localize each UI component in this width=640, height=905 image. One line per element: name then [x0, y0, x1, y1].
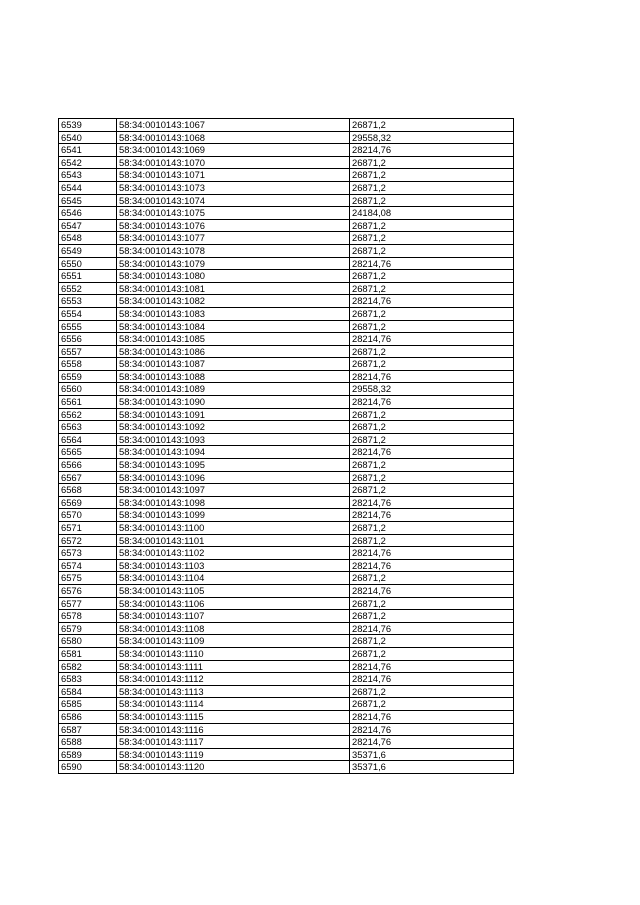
cadastral-number-cell: 58:34:0010143:1120 [117, 761, 350, 774]
row-number-cell: 6586 [59, 710, 117, 723]
table-row [59, 219, 514, 232]
cadastral-number-cell: 58:34:0010143:1098 [117, 496, 350, 509]
table-row [59, 144, 514, 157]
table-row [59, 647, 514, 660]
cadastral-number-cell: 58:34:0010143:1112 [117, 673, 350, 686]
row-number-cell: 6567 [59, 471, 117, 484]
table-row [59, 282, 514, 295]
table-row [59, 572, 514, 585]
cadastral-number-cell: 58:34:0010143:1115 [117, 710, 350, 723]
row-number-cell: 6573 [59, 547, 117, 560]
cadastral-number-cell: 58:34:0010143:1077 [117, 232, 350, 245]
row-number-cell: 6576 [59, 584, 117, 597]
table-row [59, 244, 514, 257]
table-row [59, 710, 514, 723]
row-number-cell: 6564 [59, 433, 117, 446]
cadastral-number-cell: 58:34:0010143:1085 [117, 333, 350, 346]
row-number-cell: 6541 [59, 144, 117, 157]
table-row [59, 660, 514, 673]
value-cell: 28214,76 [350, 559, 514, 572]
value-cell: 26871,2 [350, 433, 514, 446]
row-number-cell: 6589 [59, 748, 117, 761]
table-row [59, 320, 514, 333]
cadastral-number-cell: 58:34:0010143:1078 [117, 244, 350, 257]
value-cell: 35371,6 [350, 761, 514, 774]
value-cell: 28214,76 [350, 257, 514, 270]
value-cell: 28214,76 [350, 622, 514, 635]
row-number-cell: 6575 [59, 572, 117, 585]
table-row [59, 383, 514, 396]
cadastral-number-cell: 58:34:0010143:1088 [117, 370, 350, 383]
cadastral-number-cell: 58:34:0010143:1076 [117, 219, 350, 232]
row-number-cell: 6547 [59, 219, 117, 232]
value-cell: 26871,2 [350, 610, 514, 623]
row-number-cell: 6558 [59, 358, 117, 371]
row-number-cell: 6565 [59, 446, 117, 459]
cadastral-number-cell: 58:34:0010143:1069 [117, 144, 350, 157]
cadastral-number-cell: 58:34:0010143:1071 [117, 169, 350, 182]
value-cell: 28214,76 [350, 333, 514, 346]
cadastral-number-cell: 58:34:0010143:1086 [117, 345, 350, 358]
table-row [59, 635, 514, 648]
row-number-cell: 6577 [59, 597, 117, 610]
cadastral-number-cell: 58:34:0010143:1102 [117, 547, 350, 560]
row-number-cell: 6590 [59, 761, 117, 774]
value-cell: 28214,76 [350, 396, 514, 409]
value-cell: 26871,2 [350, 522, 514, 535]
table-row [59, 433, 514, 446]
value-cell: 29558,32 [350, 383, 514, 396]
table-row [59, 471, 514, 484]
value-cell: 28214,76 [350, 370, 514, 383]
table-row [59, 584, 514, 597]
table-row [59, 119, 514, 132]
row-number-cell: 6585 [59, 698, 117, 711]
table-row [59, 169, 514, 182]
row-number-cell: 6581 [59, 647, 117, 660]
value-cell: 26871,2 [350, 169, 514, 182]
cadastral-number-cell: 58:34:0010143:1099 [117, 509, 350, 522]
value-cell: 26871,2 [350, 572, 514, 585]
cadastral-number-cell: 58:34:0010143:1113 [117, 685, 350, 698]
table-row [59, 547, 514, 560]
table-body [59, 119, 514, 774]
cadastral-number-cell: 58:34:0010143:1082 [117, 295, 350, 308]
value-cell: 26871,2 [350, 307, 514, 320]
cadastral-number-cell: 58:34:0010143:1096 [117, 471, 350, 484]
cadastral-number-cell: 58:34:0010143:1079 [117, 257, 350, 270]
row-number-cell: 6568 [59, 484, 117, 497]
value-cell: 26871,2 [350, 698, 514, 711]
value-cell: 28214,76 [350, 710, 514, 723]
cadastral-number-cell: 58:34:0010143:1081 [117, 282, 350, 295]
row-number-cell: 6571 [59, 522, 117, 535]
table-row [59, 597, 514, 610]
row-number-cell: 6560 [59, 383, 117, 396]
cadastral-number-cell: 58:34:0010143:1103 [117, 559, 350, 572]
value-cell: 29558,32 [350, 131, 514, 144]
table-row [59, 685, 514, 698]
row-number-cell: 6550 [59, 257, 117, 270]
cadastral-number-cell: 58:34:0010143:1101 [117, 534, 350, 547]
value-cell: 28214,76 [350, 446, 514, 459]
cadastral-number-cell: 58:34:0010143:1108 [117, 622, 350, 635]
table-row [59, 610, 514, 623]
table-row [59, 232, 514, 245]
cadastral-number-cell: 58:34:0010143:1119 [117, 748, 350, 761]
table-row [59, 446, 514, 459]
cadastral-number-cell: 58:34:0010143:1091 [117, 408, 350, 421]
cadastral-number-cell: 58:34:0010143:1110 [117, 647, 350, 660]
value-cell: 28214,76 [350, 584, 514, 597]
table-row [59, 459, 514, 472]
table-row [59, 194, 514, 207]
table-row [59, 723, 514, 736]
row-number-cell: 6545 [59, 194, 117, 207]
table-row [59, 358, 514, 371]
value-cell: 28214,76 [350, 547, 514, 560]
cadastral-number-cell: 58:34:0010143:1074 [117, 194, 350, 207]
cadastral-number-cell: 58:34:0010143:1114 [117, 698, 350, 711]
value-cell: 26871,2 [350, 156, 514, 169]
table-row [59, 484, 514, 497]
row-number-cell: 6546 [59, 207, 117, 220]
value-cell: 26871,2 [350, 320, 514, 333]
table-row [59, 421, 514, 434]
row-number-cell: 6552 [59, 282, 117, 295]
value-cell: 35371,6 [350, 748, 514, 761]
table-row [59, 408, 514, 421]
cadastral-number-cell: 58:34:0010143:1117 [117, 736, 350, 749]
table-row [59, 156, 514, 169]
cadastral-number-cell: 58:34:0010143:1075 [117, 207, 350, 220]
value-cell: 26871,2 [350, 119, 514, 132]
cadastral-number-cell: 58:34:0010143:1070 [117, 156, 350, 169]
table-row [59, 307, 514, 320]
table-row [59, 396, 514, 409]
value-cell: 24184,08 [350, 207, 514, 220]
value-cell: 26871,2 [350, 421, 514, 434]
value-cell: 26871,2 [350, 635, 514, 648]
value-cell: 28214,76 [350, 295, 514, 308]
cadastral-number-cell: 58:34:0010143:1106 [117, 597, 350, 610]
row-number-cell: 6542 [59, 156, 117, 169]
data-table [58, 118, 514, 774]
cadastral-number-cell: 58:34:0010143:1092 [117, 421, 350, 434]
value-cell: 28214,76 [350, 723, 514, 736]
row-number-cell: 6559 [59, 370, 117, 383]
row-number-cell: 6574 [59, 559, 117, 572]
table-row [59, 181, 514, 194]
cadastral-number-cell: 58:34:0010143:1093 [117, 433, 350, 446]
cadastral-number-cell: 58:34:0010143:1080 [117, 270, 350, 283]
table-row [59, 496, 514, 509]
row-number-cell: 6549 [59, 244, 117, 257]
cadastral-number-cell: 58:34:0010143:1116 [117, 723, 350, 736]
cadastral-number-cell: 58:34:0010143:1090 [117, 396, 350, 409]
row-number-cell: 6578 [59, 610, 117, 623]
value-cell: 26871,2 [350, 408, 514, 421]
row-number-cell: 6562 [59, 408, 117, 421]
row-number-cell: 6584 [59, 685, 117, 698]
value-cell: 26871,2 [350, 459, 514, 472]
row-number-cell: 6588 [59, 736, 117, 749]
row-number-cell: 6543 [59, 169, 117, 182]
row-number-cell: 6582 [59, 660, 117, 673]
row-number-cell: 6540 [59, 131, 117, 144]
value-cell: 28214,76 [350, 660, 514, 673]
row-number-cell: 6544 [59, 181, 117, 194]
table-row [59, 270, 514, 283]
row-number-cell: 6557 [59, 345, 117, 358]
row-number-cell: 6569 [59, 496, 117, 509]
value-cell: 26871,2 [350, 270, 514, 283]
cadastral-number-cell: 58:34:0010143:1087 [117, 358, 350, 371]
table-row [59, 534, 514, 547]
cadastral-number-cell: 58:34:0010143:1097 [117, 484, 350, 497]
value-cell: 26871,2 [350, 484, 514, 497]
table-row [59, 698, 514, 711]
row-number-cell: 6554 [59, 307, 117, 320]
cadastral-number-cell: 58:34:0010143:1083 [117, 307, 350, 320]
value-cell: 26871,2 [350, 358, 514, 371]
value-cell: 26871,2 [350, 194, 514, 207]
table-row [59, 131, 514, 144]
cadastral-number-cell: 58:34:0010143:1104 [117, 572, 350, 585]
value-cell: 26871,2 [350, 534, 514, 547]
cadastral-number-cell: 58:34:0010143:1094 [117, 446, 350, 459]
value-cell: 26871,2 [350, 219, 514, 232]
cadastral-number-cell: 58:34:0010143:1073 [117, 181, 350, 194]
row-number-cell: 6566 [59, 459, 117, 472]
cadastral-number-cell: 58:34:0010143:1095 [117, 459, 350, 472]
cadastral-number-cell: 58:34:0010143:1100 [117, 522, 350, 535]
cadastral-number-cell: 58:34:0010143:1084 [117, 320, 350, 333]
table-row [59, 622, 514, 635]
row-number-cell: 6548 [59, 232, 117, 245]
value-cell: 26871,2 [350, 647, 514, 660]
value-cell: 28214,76 [350, 144, 514, 157]
row-number-cell: 6553 [59, 295, 117, 308]
value-cell: 28214,76 [350, 496, 514, 509]
value-cell: 26871,2 [350, 244, 514, 257]
row-number-cell: 6580 [59, 635, 117, 648]
table-row [59, 761, 514, 774]
table-row [59, 345, 514, 358]
row-number-cell: 6583 [59, 673, 117, 686]
value-cell: 26871,2 [350, 282, 514, 295]
cadastral-number-cell: 58:34:0010143:1089 [117, 383, 350, 396]
table-row [59, 295, 514, 308]
value-cell: 26871,2 [350, 597, 514, 610]
table-row [59, 509, 514, 522]
row-number-cell: 6579 [59, 622, 117, 635]
row-number-cell: 6551 [59, 270, 117, 283]
row-number-cell: 6563 [59, 421, 117, 434]
row-number-cell: 6556 [59, 333, 117, 346]
table-row [59, 522, 514, 535]
table-row [59, 748, 514, 761]
cadastral-number-cell: 58:34:0010143:1068 [117, 131, 350, 144]
row-number-cell: 6539 [59, 119, 117, 132]
value-cell: 26871,2 [350, 181, 514, 194]
table-row [59, 559, 514, 572]
value-cell: 28214,76 [350, 736, 514, 749]
table-row [59, 207, 514, 220]
value-cell: 26871,2 [350, 345, 514, 358]
row-number-cell: 6587 [59, 723, 117, 736]
cadastral-number-cell: 58:34:0010143:1107 [117, 610, 350, 623]
value-cell: 26871,2 [350, 232, 514, 245]
cadastral-number-cell: 58:34:0010143:1109 [117, 635, 350, 648]
row-number-cell: 6572 [59, 534, 117, 547]
cadastral-number-cell: 58:34:0010143:1105 [117, 584, 350, 597]
table-row [59, 257, 514, 270]
table-row [59, 333, 514, 346]
value-cell: 28214,76 [350, 673, 514, 686]
table-row [59, 673, 514, 686]
cadastral-number-cell: 58:34:0010143:1067 [117, 119, 350, 132]
row-number-cell: 6555 [59, 320, 117, 333]
value-cell: 26871,2 [350, 471, 514, 484]
table-row [59, 370, 514, 383]
table-row [59, 736, 514, 749]
value-cell: 26871,2 [350, 685, 514, 698]
row-number-cell: 6570 [59, 509, 117, 522]
row-number-cell: 6561 [59, 396, 117, 409]
cadastral-number-cell: 58:34:0010143:1111 [117, 660, 350, 673]
value-cell: 28214,76 [350, 509, 514, 522]
